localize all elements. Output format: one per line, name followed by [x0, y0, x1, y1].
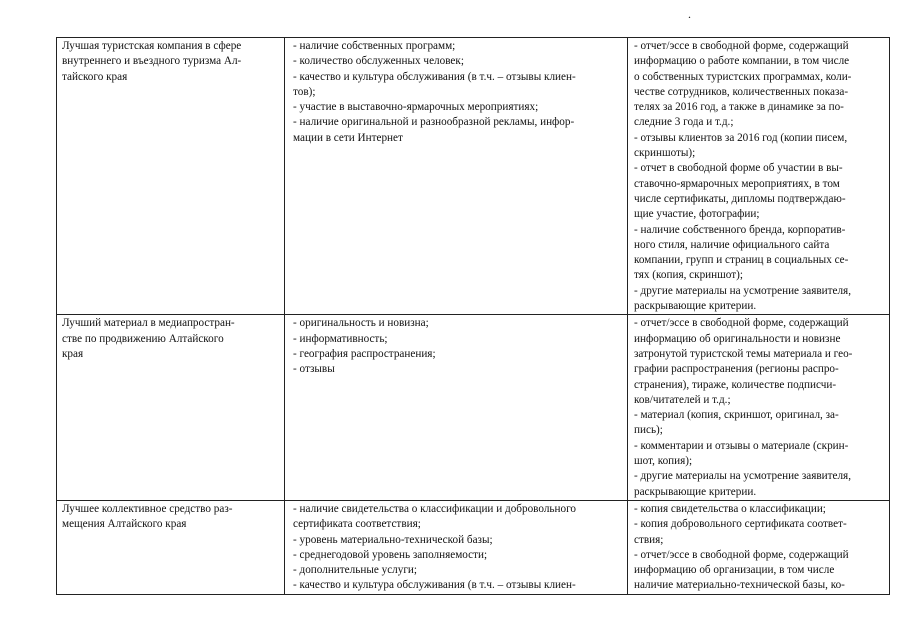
- text-line: - отчет/эссе в свободной форме, содержащий: [634, 548, 849, 561]
- text-line: ного стиля, наличие официального сайта: [634, 238, 830, 251]
- text-line: стве по продвижению Алтайского: [62, 332, 224, 345]
- nominations-table: [56, 37, 890, 595]
- text-line: внутреннего и въездного туризма Ал-: [62, 55, 242, 68]
- table-row: [57, 500, 890, 594]
- documents-cell: [628, 38, 890, 315]
- text-line: честве сотрудников, количественных показа-: [634, 85, 849, 98]
- text-line: затронутой туристской темы материала и гео-: [634, 347, 853, 360]
- text-line: щие участие, фотографии;: [634, 208, 760, 221]
- text-line: числе сертификаты, дипломы подтверждаю-: [634, 192, 846, 205]
- text-line: ствия;: [634, 533, 664, 546]
- text-line: ставочно-ярмарочных мероприятиях, в том: [634, 177, 840, 190]
- text-line: Лучший материал в медиапростран-: [62, 317, 235, 330]
- nomination-cell: [57, 38, 285, 315]
- text-line: - копия добровольного сертификата соответ-: [634, 518, 847, 531]
- text-line: - качество и культура обслуживания (в т.ч. – отзывы клиен-: [293, 579, 576, 592]
- text-line: - комментарии и отзывы о материале (скрин-: [634, 439, 849, 452]
- nomination-cell: [57, 500, 285, 594]
- text-line: - отзывы клиентов за 2016 год (копии писем,: [634, 131, 848, 144]
- text-line: - копия свидетельства о классификации;: [634, 502, 826, 515]
- text-line: - информативность;: [293, 332, 388, 345]
- text-line: - уровень материально-технической базы;: [293, 533, 493, 546]
- text-line: - наличие свидетельства о классификации и добровольного: [293, 502, 576, 515]
- text-line: информацию о работе компании, в том числе: [634, 55, 850, 68]
- table-row: [57, 315, 890, 501]
- text-line: - наличие собственного бренда, корпоратив-: [634, 223, 846, 236]
- text-line: шот, копия);: [634, 455, 693, 468]
- page-mark: .: [688, 7, 691, 21]
- text-line: - отчет/эссе в свободной форме, содержащий: [634, 317, 849, 330]
- text-line: мации в сети Интернет: [293, 131, 403, 144]
- text-line: информацию об оригинальности и новизне: [634, 332, 841, 345]
- documents-cell: [628, 315, 890, 501]
- text-line: - дополнительные услуги;: [293, 564, 418, 577]
- text-line: - среднегодовой уровень заполняемости;: [293, 548, 488, 561]
- criteria-cell: [285, 38, 628, 315]
- text-line: - наличие оригинальной и разнообразной рекламы, инфор-: [293, 116, 575, 129]
- text-line: - наличие собственных программ;: [293, 40, 456, 52]
- text-line: телях за 2016 год, а также в динамике за по-: [634, 101, 844, 114]
- text-line: раскрывающие критерии.: [634, 485, 757, 498]
- text-line: - другие материалы на усмотрение заявителя,: [634, 284, 852, 297]
- text-line: графии распространения (регионы распро-: [634, 363, 839, 376]
- text-line: раскрывающие критерии.: [634, 300, 757, 313]
- text-line: ков/читателей и т.д.;: [634, 393, 731, 406]
- text-line: наличие материально-технической базы, ко-: [634, 579, 845, 592]
- text-line: мещения Алтайского края: [62, 518, 187, 531]
- text-line: Лучшее коллективное средство раз-: [62, 502, 233, 515]
- table-row: [57, 38, 890, 315]
- text-line: - материал (копия, скриншот, оригинал, за-: [634, 409, 839, 422]
- text-line: - оригинальность и новизна;: [293, 317, 429, 330]
- nomination-cell: [57, 315, 285, 501]
- text-line: тайского края: [62, 70, 128, 83]
- text-line: - другие материалы на усмотрение заявителя,: [634, 470, 852, 483]
- text-line: - участие в выставочно-ярмарочных мероприятиях;: [293, 101, 539, 114]
- text-line: скриншоты);: [634, 147, 696, 160]
- text-line: - качество и культура обслуживания (в т.ч. – отзывы клиен-: [293, 70, 576, 83]
- criteria-cell: [285, 500, 628, 594]
- text-line: - отзывы: [293, 363, 335, 376]
- text-line: пись);: [634, 424, 663, 437]
- text-line: информацию об организации, в том числе: [634, 564, 835, 577]
- text-line: тов);: [293, 85, 316, 98]
- text-line: - отчет/эссе в свободной форме, содержащий: [634, 40, 849, 52]
- text-line: - отчет в свободной форме об участии в вы-: [634, 162, 843, 175]
- text-line: о собственных туристских программах, коли-: [634, 70, 852, 83]
- text-line: следние 3 года и т.д.;: [634, 116, 734, 129]
- documents-cell: [628, 500, 890, 594]
- text-line: тях (копия, скриншот);: [634, 269, 743, 282]
- text-line: - география распространения;: [293, 347, 436, 360]
- text-line: - количество обслуженных человек;: [293, 55, 464, 68]
- text-line: Лучшая туристская компания в сфере: [62, 40, 242, 52]
- text-line: компании, групп и страниц в социальных се-: [634, 254, 849, 267]
- criteria-cell: [285, 315, 628, 501]
- text-line: края: [62, 347, 84, 360]
- text-line: странения), тираже, количестве подписчи-: [634, 378, 837, 391]
- text-line: сертификата соответствия;: [293, 518, 421, 531]
